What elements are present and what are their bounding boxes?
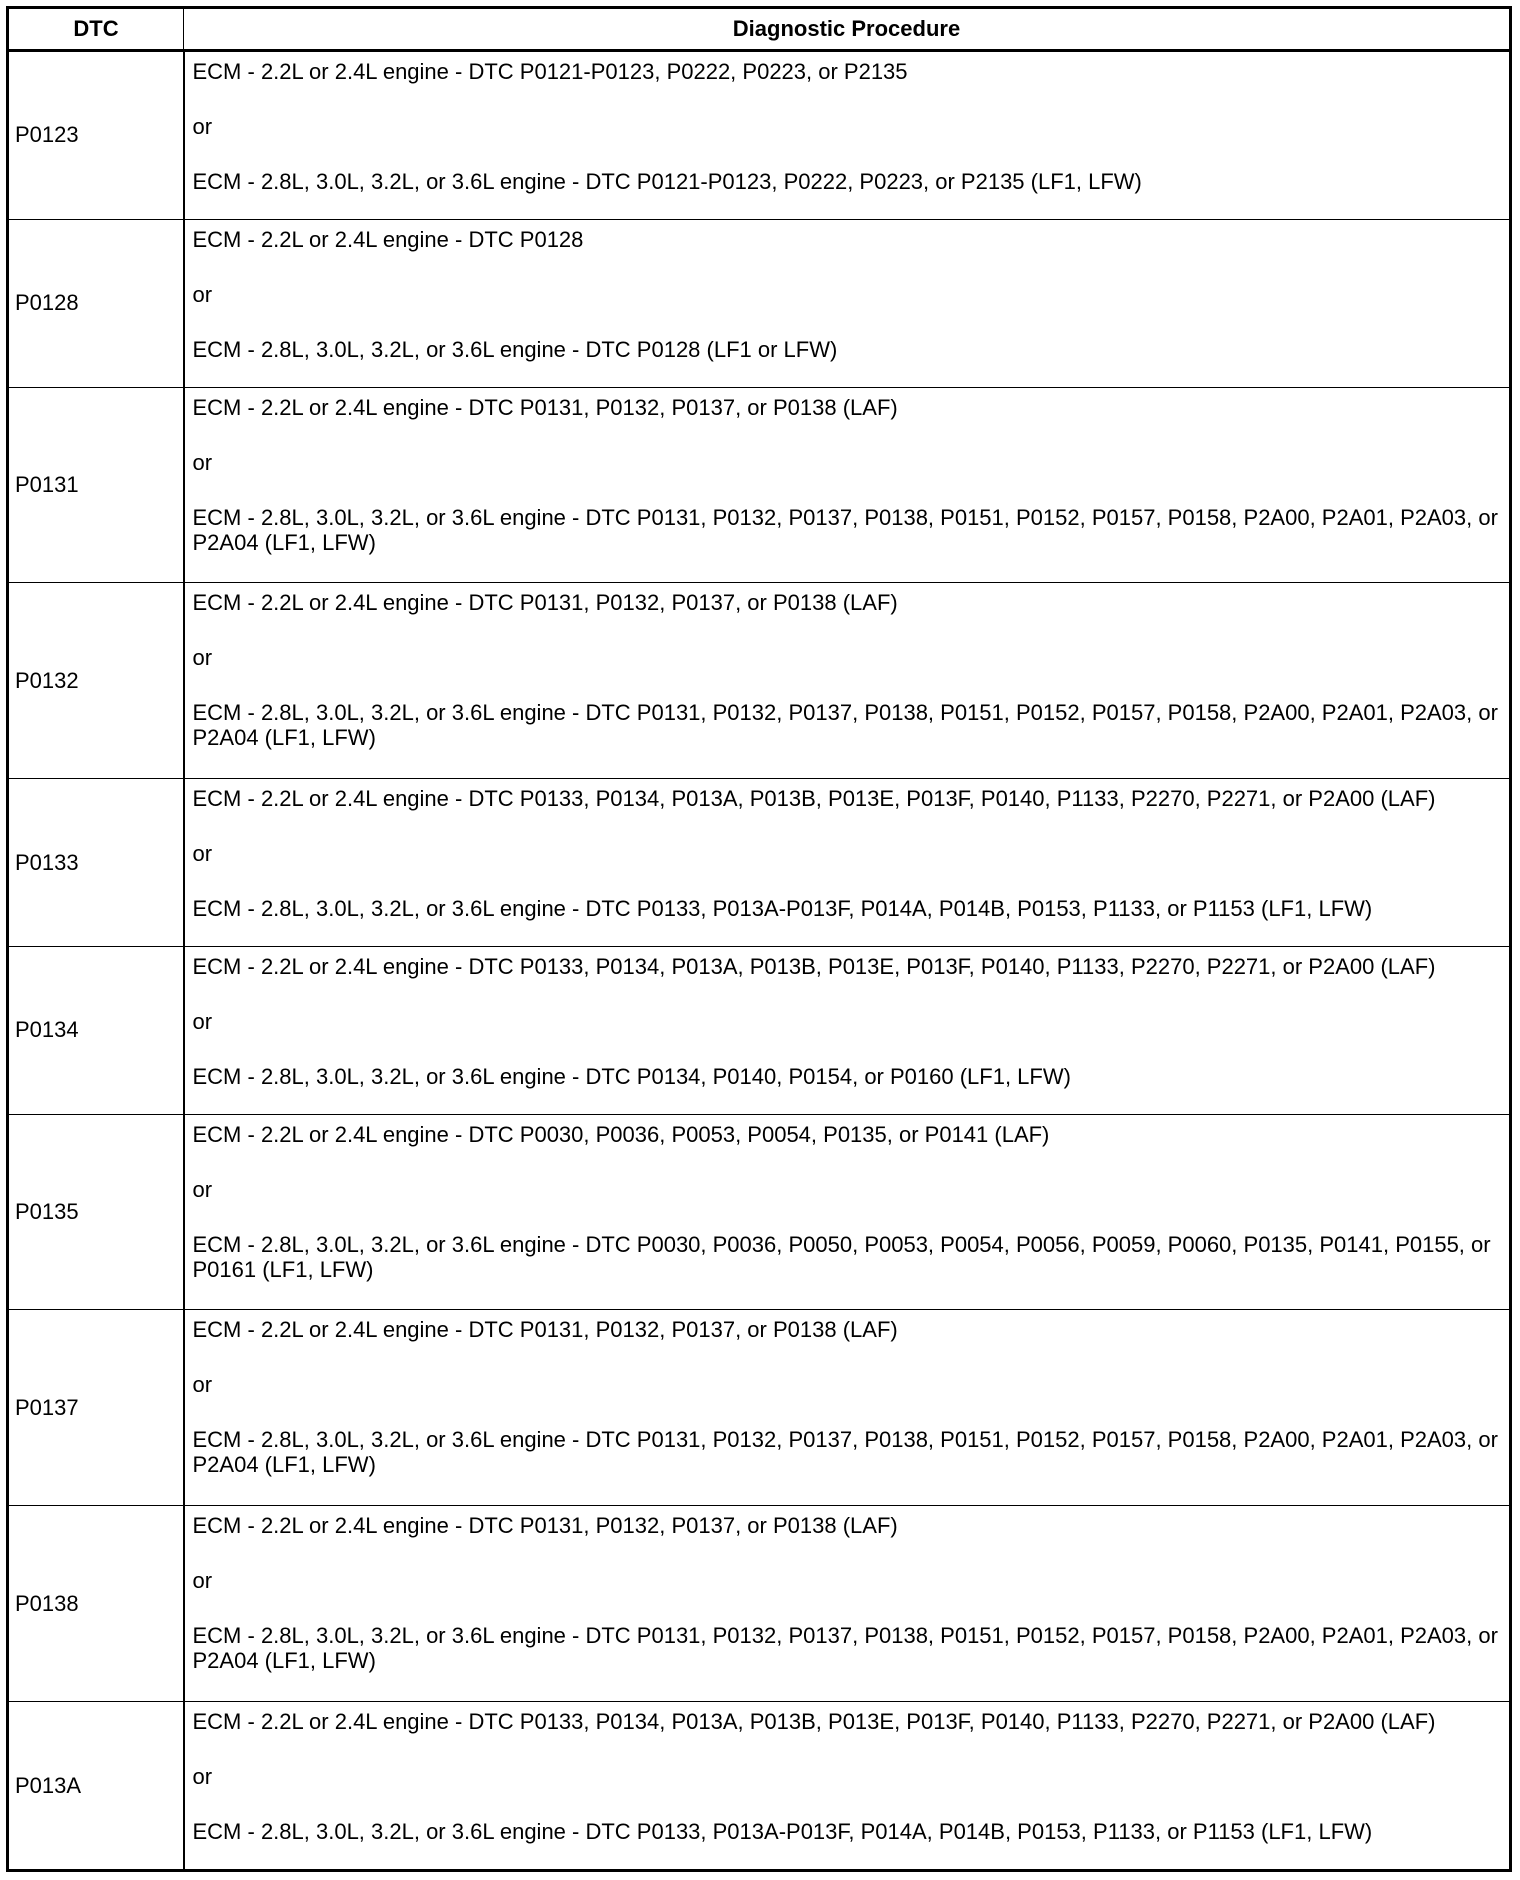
spacer <box>193 84 1500 114</box>
procedure-link-2-2l-2-4l[interactable]: ECM - 2.2L or 2.4L engine - DTC P0131, P0132, P0137, or P0138 (LAF) <box>192 590 898 616</box>
procedure-cell <box>184 387 1511 583</box>
procedure-cell <box>184 51 1511 220</box>
spacer <box>193 1202 1500 1232</box>
table-row <box>8 1114 1511 1310</box>
table-row <box>8 51 1511 220</box>
or-separator: or <box>192 1568 213 1594</box>
procedure-cell <box>184 583 1511 779</box>
procedure-link-2-2l-2-4l[interactable]: ECM - 2.2L or 2.4L engine - DTC P0131, P0132, P0137, or P0138 (LAF) <box>192 394 898 420</box>
procedure-link-2-8l-3-6l[interactable]: ECM - 2.8L, 3.0L, 3.2L, or 3.6L engine - DTC P0134, P0140, P0154, or P0160 (LF1, LFW) <box>192 1063 1071 1089</box>
table-row <box>8 583 1511 779</box>
dtc-code-cell: P0137 <box>8 1310 184 1506</box>
procedure-link-2-8l-3-6l[interactable]: ECM - 2.8L, 3.0L, 3.2L, or 3.6L engine - DTC P0121-P0123, P0222, P0223, or P2135 (LF1, LFW) <box>192 169 1142 194</box>
procedure-link-2-2l-2-4l[interactable]: ECM - 2.2L or 2.4L engine - DTC P0133, P0134, P013A, P013B, P013E, P013F, P0140, P1133, P2270, P2271, or P2A00 (LAF) <box>192 786 1436 812</box>
procedure-link-2-8l-3-6l[interactable]: ECM - 2.8L, 3.0L, 3.2L, or 3.6L engine - DTC P0133, P013A-P013F, P014A, P014B, P0153, P1133, or P1153 (LF1, LFW) <box>192 896 1373 922</box>
spacer <box>193 475 1500 505</box>
dtc-code-cell: P013A <box>8 1702 184 1871</box>
table-row <box>8 1506 1511 1702</box>
table-row <box>8 946 1511 1114</box>
spacer <box>193 307 1500 337</box>
table-header-row <box>8 8 1511 51</box>
procedure-cell <box>184 779 1511 947</box>
table-row <box>8 219 1511 387</box>
or-separator: or <box>192 1176 213 1202</box>
procedure-link-2-2l-2-4l[interactable]: ECM - 2.2L or 2.4L engine - DTC P0030, P0036, P0053, P0054, P0135, or P0141 (LAF) <box>192 1121 1050 1147</box>
spacer <box>193 1593 1500 1623</box>
procedure-link-2-8l-3-6l[interactable]: ECM - 2.8L, 3.0L, 3.2L, or 3.6L engine - DTC P0131, P0132, P0137, P0138, P0151, P0152, P0157, P0158, P2A00, P2A01, P2A03, or P2A04 (LF1, LFW) <box>192 1427 1498 1478</box>
table-row <box>8 1310 1511 1506</box>
procedure-link-2-2l-2-4l[interactable]: ECM - 2.2L or 2.4L engine - DTC P0133, P0134, P013A, P013B, P013E, P013F, P0140, P1133, P2270, P2271, or P2A00 (LAF) <box>192 1709 1436 1735</box>
procedure-link-2-2l-2-4l[interactable]: ECM - 2.2L or 2.4L engine - DTC P0128 <box>192 226 584 252</box>
procedure-link-2-8l-3-6l[interactable]: ECM - 2.8L, 3.0L, 3.2L, or 3.6L engine - DTC P0133, P013A-P013F, P014A, P014B, P0153, P1133, or P1153 (LF1, LFW) <box>192 1819 1373 1845</box>
or-separator: or <box>192 114 213 139</box>
or-separator: or <box>192 449 213 475</box>
spacer <box>193 811 1500 841</box>
spacer <box>193 139 1500 169</box>
spacer <box>193 420 1500 450</box>
spacer <box>193 1034 1500 1064</box>
procedure-link-2-8l-3-6l[interactable]: ECM - 2.8L, 3.0L, 3.2L, or 3.6L engine - DTC P0030, P0036, P0050, P0053, P0054, P0056, P0059, P0060, P0135, P0141, P0155, or P0161 (LF1, LFW) <box>192 1231 1491 1282</box>
procedure-cell <box>184 1114 1511 1310</box>
dtc-code-cell: P0133 <box>8 779 184 947</box>
dtc-code-cell: P0131 <box>8 387 184 583</box>
spacer <box>193 1789 1500 1819</box>
table-row <box>8 1702 1511 1871</box>
or-separator: or <box>192 841 213 867</box>
header-diagnostic-procedure: Diagnostic Procedure <box>184 8 1511 51</box>
spacer <box>193 866 1500 896</box>
procedure-link-2-2l-2-4l[interactable]: ECM - 2.2L or 2.4L engine - DTC P0131, P0132, P0137, or P0138 (LAF) <box>192 1317 898 1343</box>
procedure-link-2-8l-3-6l[interactable]: ECM - 2.8L, 3.0L, 3.2L, or 3.6L engine - DTC P0128 (LF1 or LFW) <box>192 336 838 362</box>
spacer <box>193 670 1500 700</box>
header-dtc: DTC <box>8 8 184 51</box>
spacer <box>193 252 1500 282</box>
or-separator: or <box>192 1764 213 1790</box>
dtc-code-cell: P0138 <box>8 1506 184 1702</box>
procedure-link-2-2l-2-4l[interactable]: ECM - 2.2L or 2.4L engine - DTC P0121-P0123, P0222, P0223, or P2135 <box>192 59 908 84</box>
procedure-link-2-8l-3-6l[interactable]: ECM - 2.8L, 3.0L, 3.2L, or 3.6L engine - DTC P0131, P0132, P0137, P0138, P0151, P0152, P0157, P0158, P2A00, P2A01, P2A03, or P2A04 (LF1, LFW) <box>192 1623 1498 1674</box>
or-separator: or <box>192 281 213 307</box>
procedure-link-2-2l-2-4l[interactable]: ECM - 2.2L or 2.4L engine - DTC P0131, P0132, P0137, or P0138 (LAF) <box>192 1513 898 1539</box>
spacer <box>193 1538 1500 1568</box>
spacer <box>193 979 1500 1009</box>
spacer <box>193 615 1500 645</box>
procedure-cell <box>184 946 1511 1114</box>
dtc-code-cell: P0123 <box>8 51 184 220</box>
dtc-code-cell: P0132 <box>8 583 184 779</box>
or-separator: or <box>192 1372 213 1398</box>
or-separator: or <box>192 1008 213 1034</box>
procedure-link-2-2l-2-4l[interactable]: ECM - 2.2L or 2.4L engine - DTC P0133, P0134, P013A, P013B, P013E, P013F, P0140, P1133, P2270, P2271, or P2A00 (LAF) <box>192 953 1436 979</box>
procedure-cell <box>184 219 1511 387</box>
spacer <box>193 1734 1500 1764</box>
dtc-code-cell: P0135 <box>8 1114 184 1310</box>
or-separator: or <box>192 645 213 671</box>
procedure-link-2-8l-3-6l[interactable]: ECM - 2.8L, 3.0L, 3.2L, or 3.6L engine - DTC P0131, P0132, P0137, P0138, P0151, P0152, P0157, P0158, P2A00, P2A01, P2A03, or P2A04 (LF1, LFW) <box>192 504 1498 555</box>
procedure-cell <box>184 1506 1511 1702</box>
spacer <box>193 1397 1500 1427</box>
spacer <box>193 1147 1500 1177</box>
procedure-link-2-8l-3-6l[interactable]: ECM - 2.8L, 3.0L, 3.2L, or 3.6L engine - DTC P0131, P0132, P0137, P0138, P0151, P0152, P0157, P0158, P2A00, P2A01, P2A03, or P2A04 (LF1, LFW) <box>192 700 1498 751</box>
dtc-procedure-table <box>6 6 1512 1872</box>
spacer <box>193 1342 1500 1372</box>
procedure-cell <box>184 1702 1511 1871</box>
table-row <box>8 387 1511 583</box>
procedure-cell <box>184 1310 1511 1506</box>
dtc-code-cell: P0128 <box>8 219 184 387</box>
table-row <box>8 779 1511 947</box>
dtc-code-cell: P0134 <box>8 946 184 1114</box>
